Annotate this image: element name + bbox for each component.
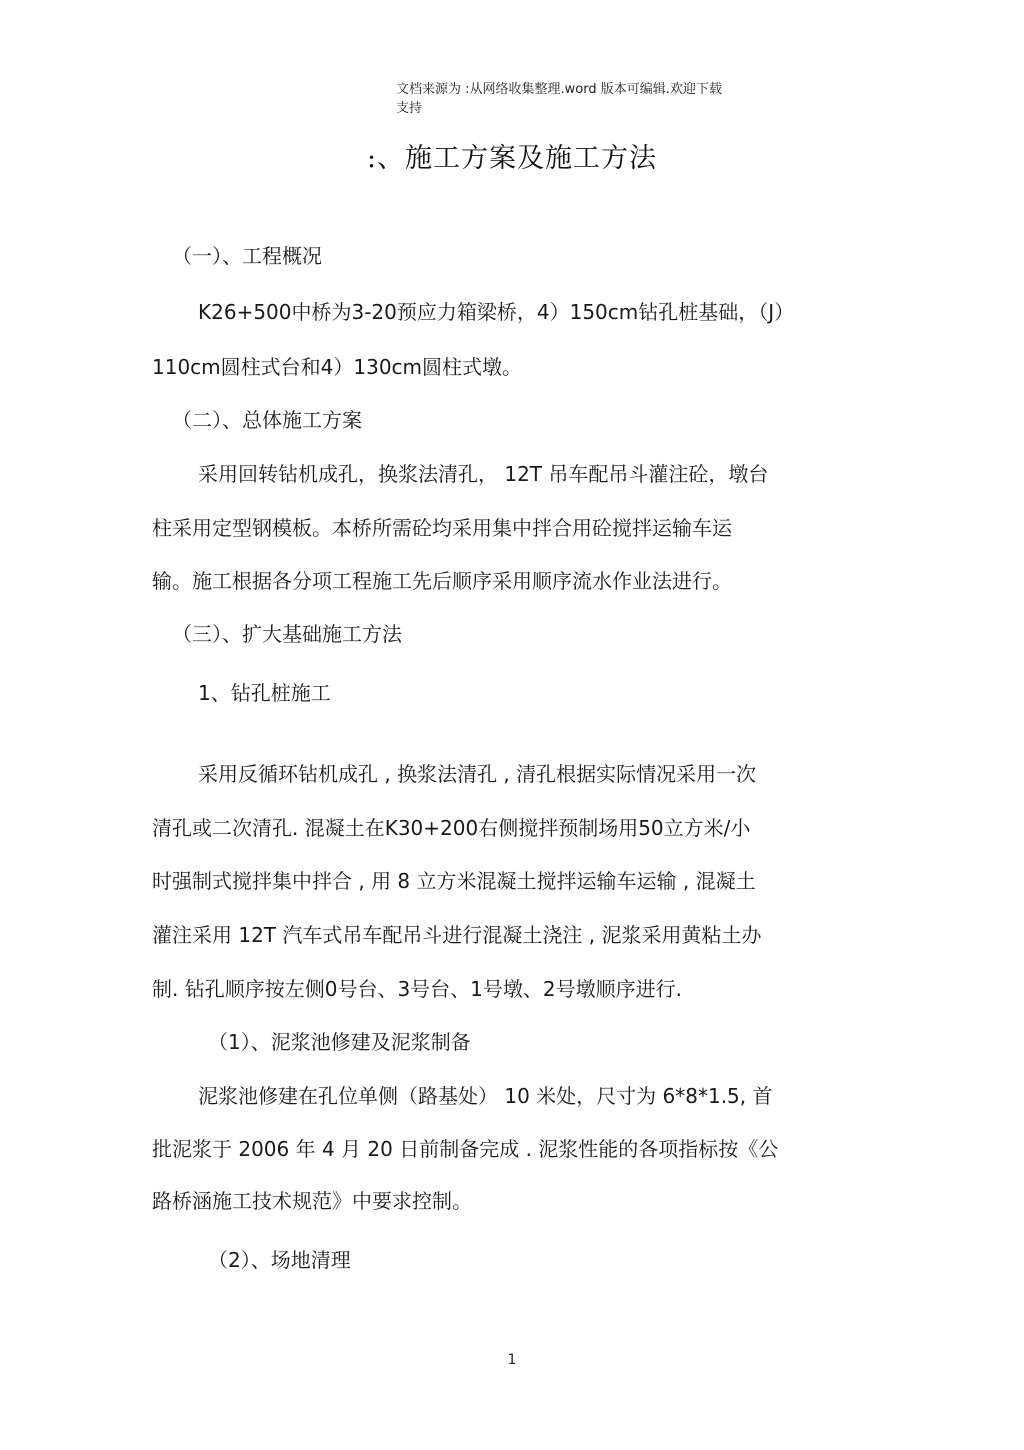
source-note	[396, 80, 796, 118]
item-heading-mud-pool: （1）、泥浆池修建及泥浆制备	[208, 1030, 471, 1054]
page-number: 1	[507, 1352, 517, 1368]
source-note-line-1: 文档来源为 :从网络收集整理.word 版本可编辑.欢迎下载	[396, 82, 722, 97]
paragraph-line: 输。施工根据各分项工程施工先后顺序采用顺序流水作业法进行。	[152, 569, 732, 593]
paragraph-line: 批泥浆于 2006 年 4 月 20 日前制备完成 . 泥浆性能的各项指标按《公	[152, 1137, 779, 1161]
paragraph-line: 清孔或二次清孔. 混凝土在K30+200右侧搅拌预制场用50立方米/小	[152, 816, 751, 840]
paragraph-line: 制. 钻孔顺序按左侧0号台、3号台、1号墩、2号墩顺序进行.	[152, 977, 682, 1001]
paragraph-line: 采用反循环钻机成孔 , 换浆法清孔 , 清孔根据实际情况采用一次	[198, 762, 757, 786]
paragraph-line: 泥浆池修建在孔位单侧（路基处） 10 米处，尺寸为 6*8*1.5, 首	[198, 1084, 773, 1108]
section-heading-foundation: （三）、扩大基础施工方法	[172, 622, 402, 646]
paragraph-line: 采用回转钻机成孔，换浆法清孔， 12T 吊车配吊斗灌注砼，墩台	[198, 462, 769, 486]
paragraph-line: 时强制式搅拌集中拌合 , 用 8 立方米混凝土搅拌运输车运输 , 混凝土	[152, 869, 756, 893]
document-title: :、施工方案及施工方法	[366, 143, 658, 174]
section-heading-plan: （二）、总体施工方案	[172, 408, 362, 432]
paragraph-line: 110cm圆柱式台和4）130cm圆柱式墩。	[152, 355, 523, 379]
source-note-line-2: 支持	[396, 101, 423, 116]
paragraph-line: 柱采用定型钢模板。本桥所需砼均采用集中拌合用砼搅拌运输车运	[152, 516, 732, 540]
paragraph-line: 路桥涵施工技术规范》中要求控制。	[152, 1189, 472, 1213]
paragraph-line: 灌注采用 12T 汽车式吊车配吊斗进行混凝土浇注 , 泥浆采用黄粘土办	[152, 923, 762, 947]
subsection-heading-piles: 1、钻孔桩施工	[198, 681, 331, 705]
item-heading-site-clearing: （2）、场地清理	[208, 1248, 351, 1272]
section-heading-overview: （一）、工程概况	[172, 244, 322, 268]
paragraph-line: K26+500中桥为3-20预应力箱梁桥，4）150cm钻孔桩基础，（J）	[198, 300, 795, 324]
